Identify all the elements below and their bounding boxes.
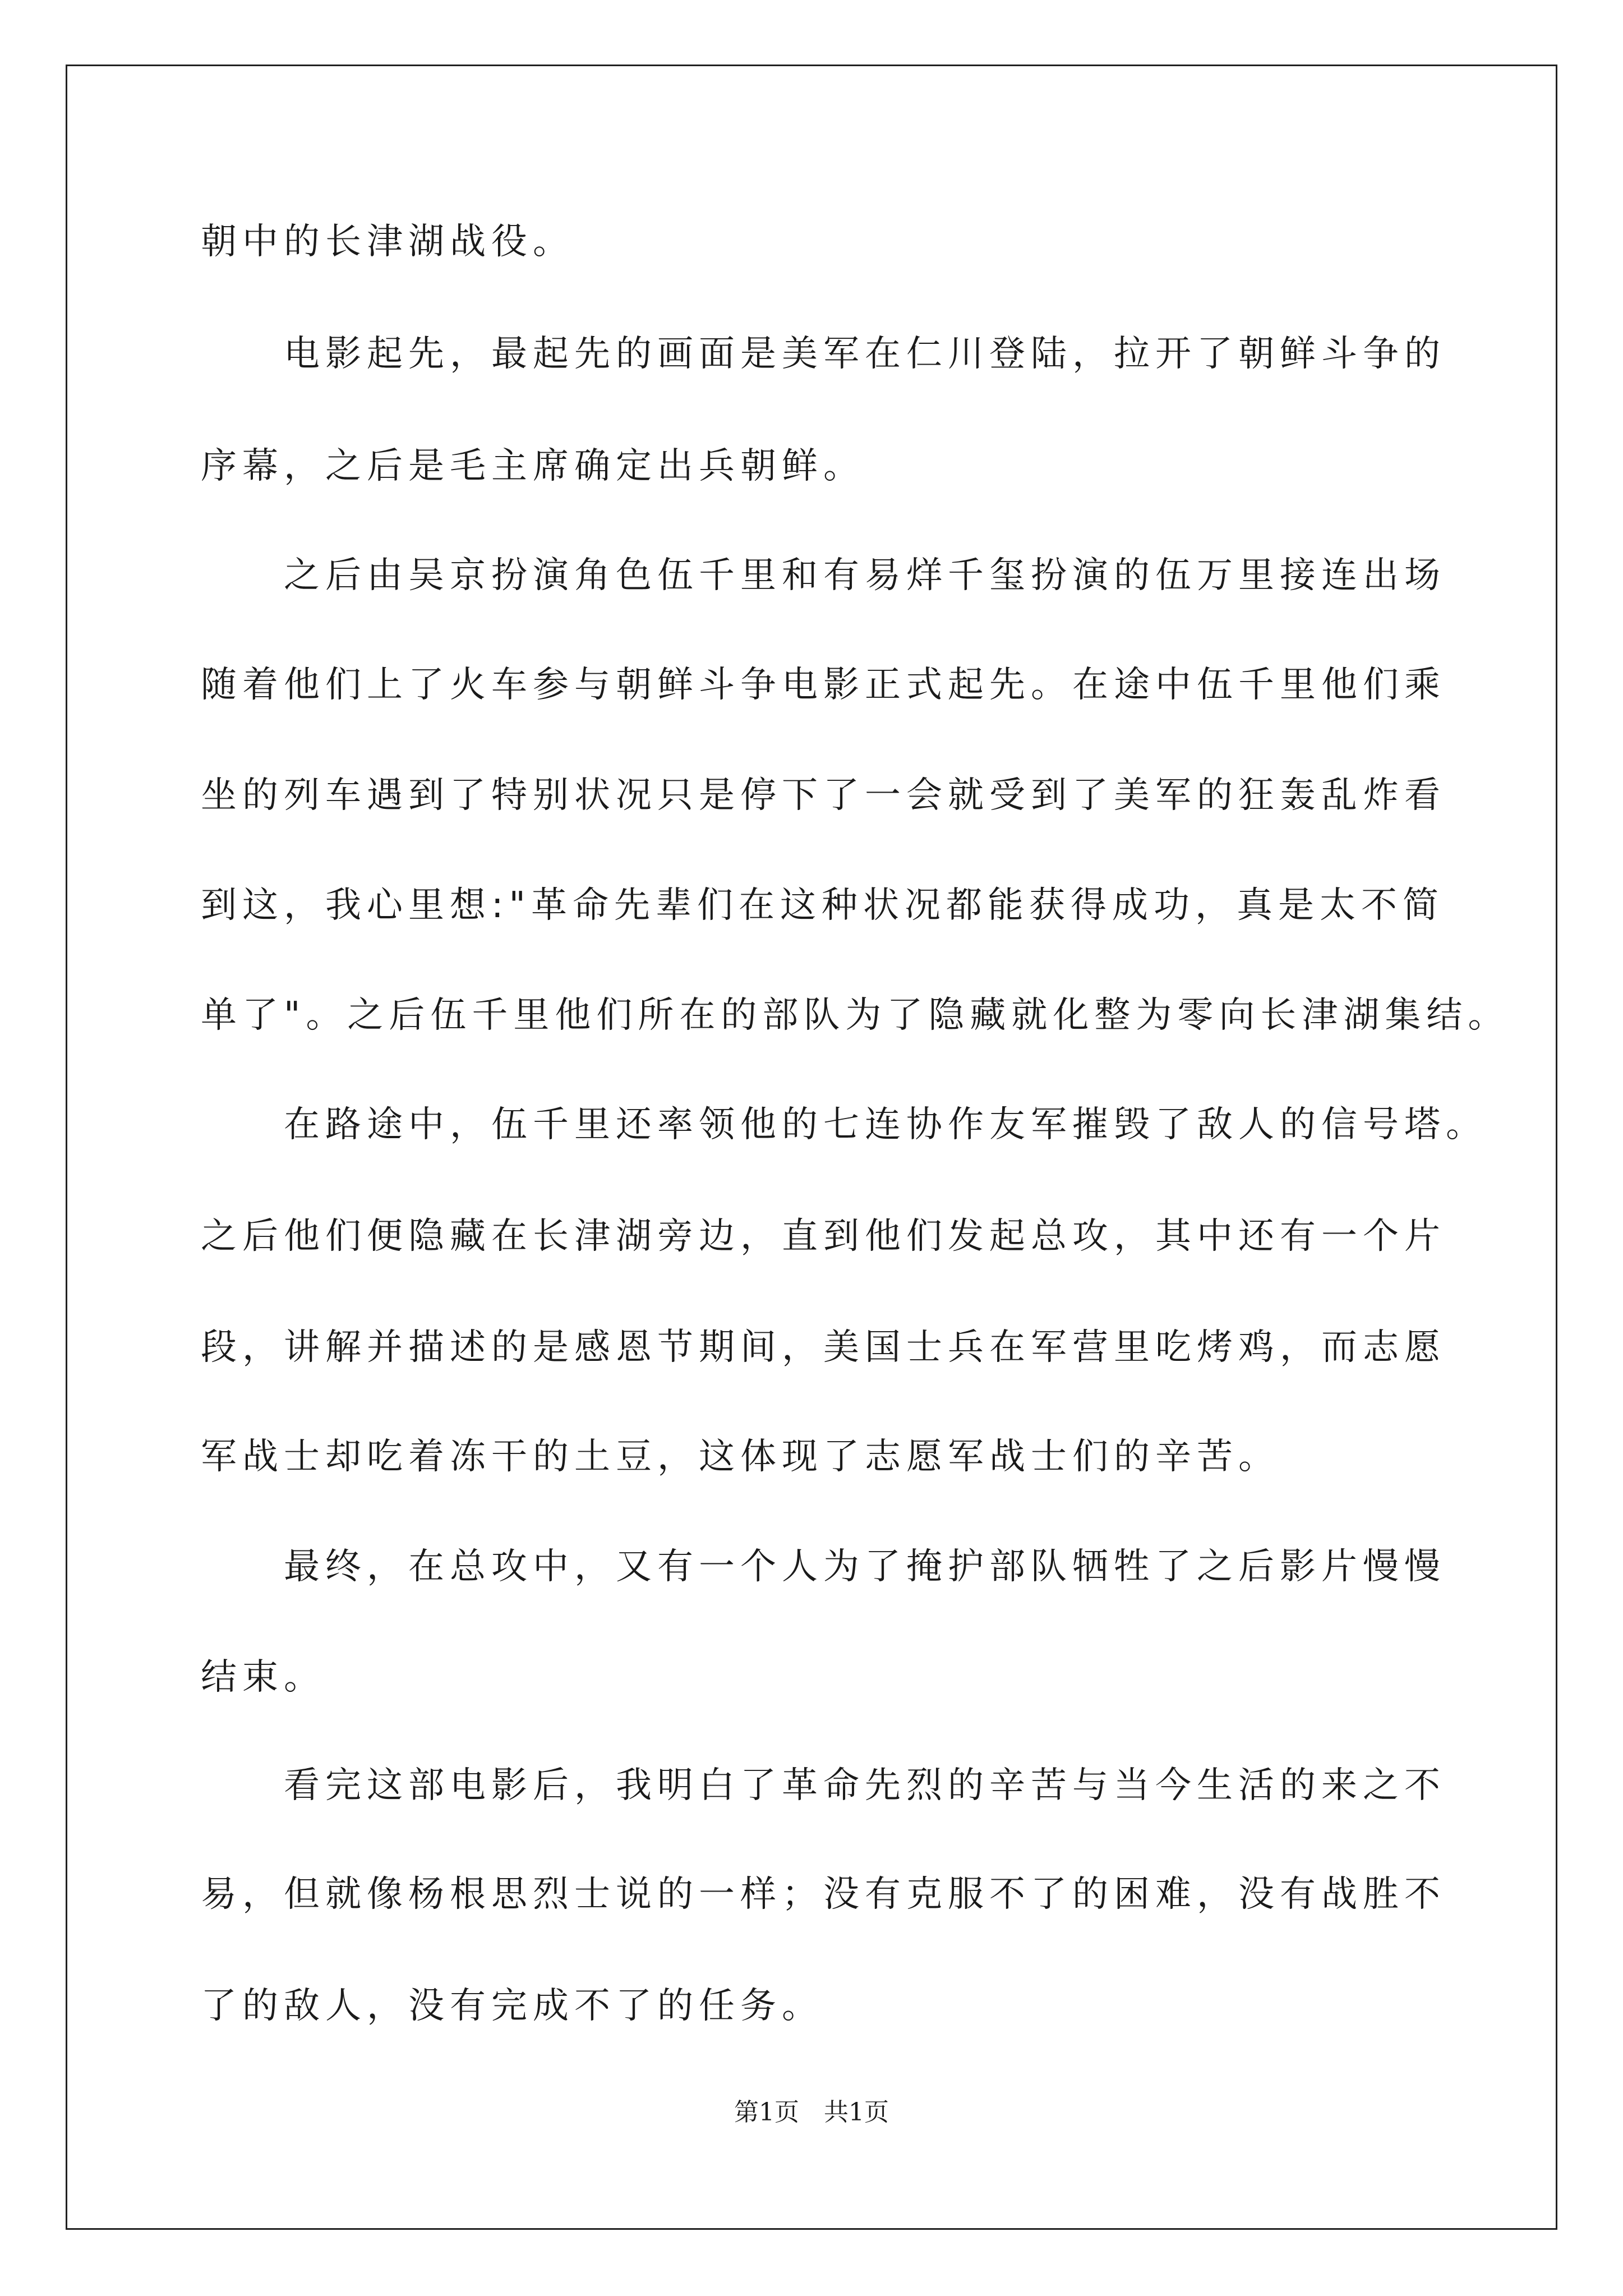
body-line-6: 坐的列车遇到了特别状况只是停下了一会就受到了美军的狂轰乱炸看 <box>201 775 1446 816</box>
body-line-7: 到这，我心里想:"革命先辈们在这种状况都能获得成功，真是太不简 <box>201 885 1444 926</box>
body-line-10: 之后他们便隐藏在长津湖旁边，直到他们发起总攻，其中还有一个片 <box>201 1216 1446 1257</box>
body-line-9: 在路途中，伍千里还率领他的七连协作友军摧毁了敌人的信号塔。 <box>284 1104 1487 1145</box>
body-line-15: 看完这部电影后，我明白了革命先烈的辛苦与当今生活的来之不 <box>284 1765 1446 1806</box>
body-line-3: 序幕，之后是毛主席确定出兵朝鲜。 <box>201 445 865 487</box>
body-line-13: 最终，在总攻中，又有一个人为了掩护部队牺牲了之后影片慢慢 <box>284 1546 1446 1588</box>
body-line-4: 之后由吴京扮演角色伍千里和有易烊千玺扮演的伍万里接连出场 <box>284 555 1446 596</box>
body-line-11: 段，讲解并描述的是感恩节期间，美国士兵在军营里吃烤鸡，而志愿 <box>201 1327 1446 1368</box>
body-line-12: 军战士却吃着冻干的土豆，这体现了志愿军战士们的辛苦。 <box>201 1436 1280 1478</box>
body-line-14: 结束。 <box>201 1657 325 1698</box>
page-number-footer: 第1页 共1页 <box>734 2098 889 2127</box>
body-line-8: 单了"。之后伍千里他们所在的部队为了隐藏就化整为零向长津湖集结。 <box>201 995 1510 1036</box>
body-line-5: 随着他们上了火车参与朝鲜斗争电影正式起先。在途中伍千里他们乘 <box>201 664 1446 706</box>
body-line-17: 了的敌人，没有完成不了的任务。 <box>201 1985 823 2027</box>
body-line-2: 电影起先，最起先的画面是美军在仁川登陆，拉开了朝鲜斗争的 <box>284 333 1446 375</box>
body-line-1: 朝中的长津湖战役。 <box>201 221 574 263</box>
body-line-16: 易，但就像杨根思烈士说的一样；没有克服不了的困难，没有战胜不 <box>201 1874 1446 1915</box>
